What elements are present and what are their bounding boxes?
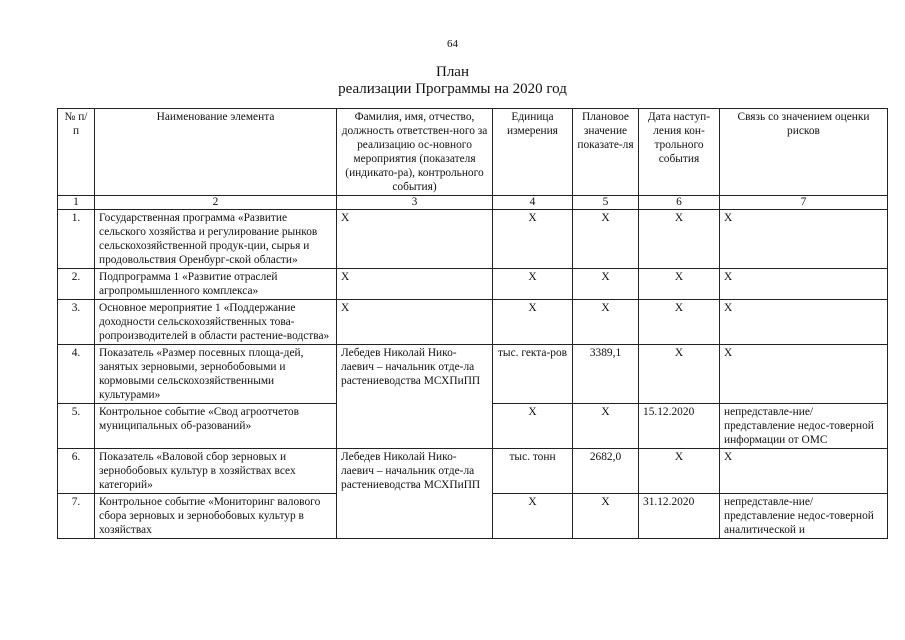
page-number: 64 [447,38,458,50]
table-row [58,210,888,269]
risk-link: Х [720,345,888,404]
planned-value: 2682,0 [573,449,639,494]
element-name: Контрольное событие «Мониторинг валового сбора зерновых и зернобобовых культур в хозяйствах [95,494,337,539]
title-line-2: реализации Программы на 2020 год [338,81,567,97]
risk-link: Х [720,269,888,300]
planned-value: 3389,1 [573,345,639,404]
title-line-1: План [435,64,469,80]
planned-value: Х [573,269,639,300]
header-cell: № п/п [58,109,95,196]
column-number: 2 [95,196,337,210]
row-number: 5. [58,404,95,449]
column-number: 6 [639,196,720,210]
event-date: Х [639,449,720,494]
header-cell: Фамилия, имя, отчество, должность ответствен-ного за реализацию ос-новного мероприятия (показателя (индикато-ра), контрольного события) [337,109,493,196]
column-number: 7 [720,196,888,210]
header-cell: Связь со значением оценки рисков [720,109,888,196]
risk-link: непредставле-ние/представление недос-товерной информации от ОМС [720,404,888,449]
unit: Х [493,494,573,539]
unit: Х [493,300,573,345]
unit: Х [493,269,573,300]
column-number: 4 [493,196,573,210]
element-name: Показатель «Валовой сбор зерновых и зернобобовых культур в хозяйствах всех категорий» [95,449,337,494]
table-row [58,449,888,494]
event-date: 31.12.2020 [639,494,720,539]
event-date: Х [639,345,720,404]
column-number-row [58,196,888,210]
risk-link: Х [720,210,888,269]
unit: тыс. тонн [493,449,573,494]
element-name: Государственная программа «Развитие сельского хозяйства и регулирование рынков сельскохозяйственной продук-ции, сырья и продовольствия Оренбург-ской области» [95,210,337,269]
unit: Х [493,210,573,269]
event-date: 15.12.2020 [639,404,720,449]
responsible-person: Х [337,269,493,300]
unit: Х [493,404,573,449]
responsible-person: Х [337,300,493,345]
event-date: Х [639,300,720,345]
table-row [58,269,888,300]
row-number: 4. [58,345,95,404]
risk-link: непредставле-ние/представление недос-товерной аналитической и [720,494,888,539]
header-cell: Наименование элемента [95,109,337,196]
element-name: Подпрограмма 1 «Развитие отраслей агропромышленного комплекса» [95,269,337,300]
planned-value: Х [573,494,639,539]
responsible-person: Лебедев Николай Нико-лаевич – начальник отде-ла растениеводства МСХПиПП [337,345,493,449]
element-name: Контрольное событие «Свод агроотчетов муниципальных об-разований» [95,404,337,449]
event-date: Х [639,269,720,300]
row-number: 7. [58,494,95,539]
risk-link: Х [720,449,888,494]
row-number: 2. [58,269,95,300]
table-header-row [58,109,888,196]
column-number: 5 [573,196,639,210]
table-row [58,345,888,404]
column-number: 3 [337,196,493,210]
plan-table [57,108,888,539]
header-cell: Единица измерения [493,109,573,196]
element-name: Показатель «Размер посевных площа-дей, занятых зерновыми, зернобобовыми и кормовыми сельскохозяйственными культурами» [95,345,337,404]
row-number: 3. [58,300,95,345]
planned-value: Х [573,300,639,345]
responsible-person: Х [337,210,493,269]
element-name: Основное мероприятие 1 «Поддержание доходности сельскохозяйственных това-ропроизводителей в области растение-водства» [95,300,337,345]
column-number: 1 [58,196,95,210]
planned-value: Х [573,404,639,449]
row-number: 6. [58,449,95,494]
event-date: Х [639,210,720,269]
table-row [58,300,888,345]
header-cell: Дата наступ-ления кон-трольного события [639,109,720,196]
unit: тыс. гекта-ров [493,345,573,404]
risk-link: Х [720,300,888,345]
header-cell: Плановое значение показате-ля [573,109,639,196]
responsible-person: Лебедев Николай Нико-лаевич – начальник отде-ла растениеводства МСХПиПП [337,449,493,539]
document-title [0,64,905,98]
row-number: 1. [58,210,95,269]
planned-value: Х [573,210,639,269]
